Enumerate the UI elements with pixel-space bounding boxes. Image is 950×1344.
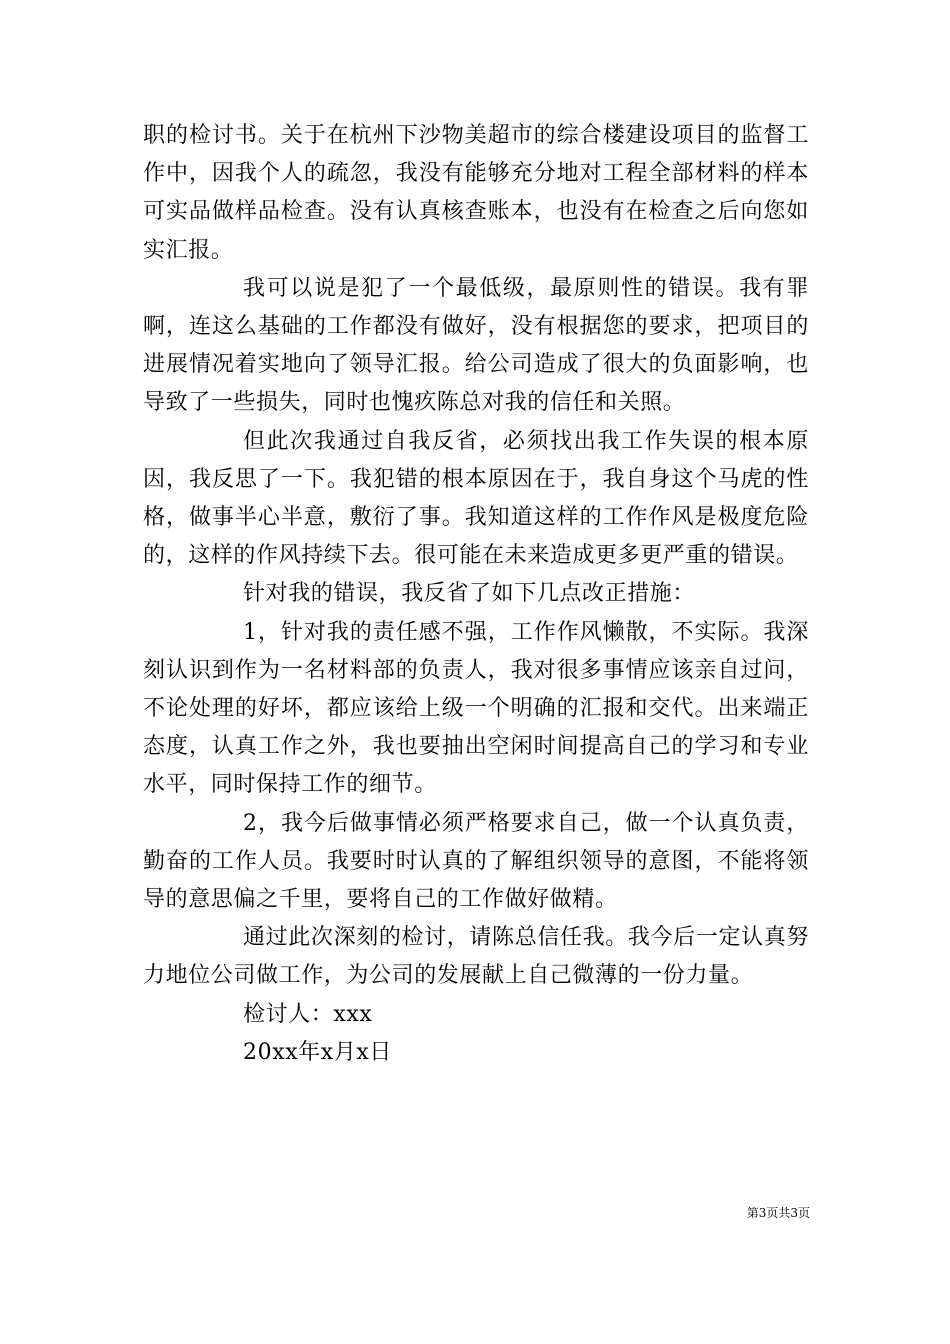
paragraph-closing: 通过此次深刻的检讨，请陈总信任我。我今后一定认真努力地位公司做工作，为公司的发展献上自己微薄的一份力量。	[143, 925, 809, 989]
paragraph-admission: 我可以说是犯了一个最低级，最原则性的错误。我有罪啊，连这么基础的工作都没有做好，没有根据您的要求，把项目的进展情况着实地向了领导汇报。给公司造成了很大的负面影响，也导致了一些损失，同时也愧疚陈总对我的信任和关照。	[143, 275, 809, 416]
paragraph-measure-1: 1，针对我的责任感不强，工作作风懒散，不实际。我深刻认识到作为一名材料部的负责人，我对很多事情应该亲自过问，不论处理的好坏，都应该给上级一个明确的汇报和交代。出来端正态度，认真工作之外，我也要抽出空闲时间提高自己的学习和专业水平，同时保持工作的细节。	[143, 619, 809, 798]
date: 20xx年x月x日	[243, 1039, 393, 1065]
document-body	[143, 117, 809, 1072]
paragraph-reflection: 但此次我通过自我反省，必须找出我工作失误的根本原因，我反思了一下。我犯错的根本原因在于，我自身这个马虎的性格，做事半心半意，敷衍了事。我知道这样的工作作风是极度危险的，这样的作风持续下去。很可能在未来造成更多更严重的错误。	[143, 428, 809, 569]
paragraph-continuation: 职的检讨书。关于在杭州下沙物美超市的综合楼建设项目的监督工作中，因我个人的疏忽，我没有能够充分地对工程全部材料的样本可实品做样品检查。没有认真核查账本，也没有在检查之后向您如实汇报。	[143, 123, 809, 263]
page-number: 第3页共3页	[746, 1206, 810, 1220]
paragraph-measure-2: 2，我今后做事情必须严格要求自己，做一个认真负责，勤奋的工作人员。我要时时认真的了解组织领导的意图，不能将领导的意思偏之千里，要将自己的工作做好做精。	[143, 810, 809, 913]
paragraph-measures-intro: 针对我的错误，我反省了如下几点改正措施：	[243, 581, 696, 607]
signature: 检讨人：xxx	[243, 1001, 373, 1027]
